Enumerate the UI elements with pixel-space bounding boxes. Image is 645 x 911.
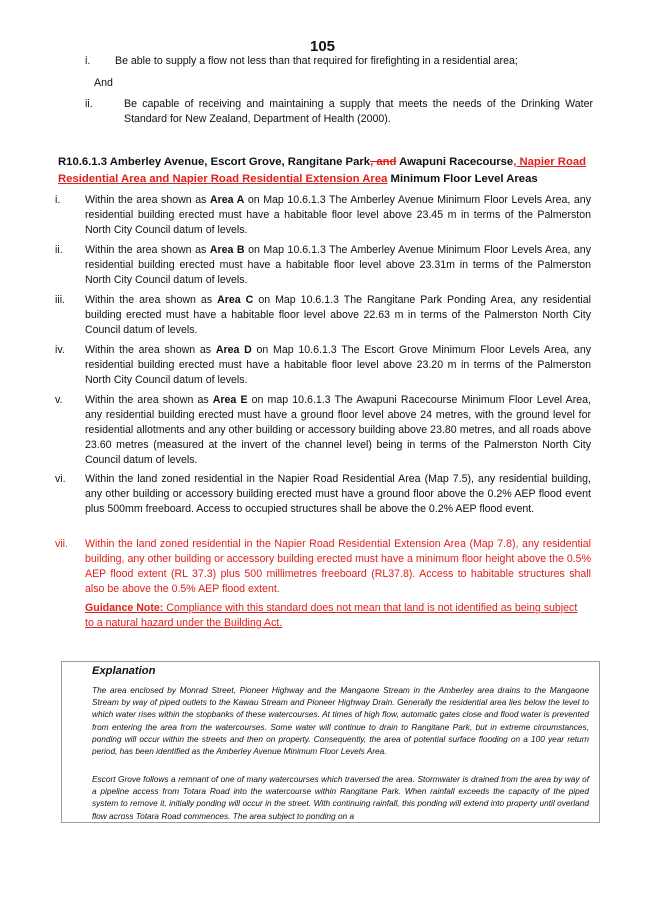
area-label: Area B	[209, 244, 245, 256]
rule-number: vii.	[55, 538, 68, 550]
rule-number: vi.	[55, 473, 66, 485]
rule-text: Within the area shown as Area B on Map 10.6.1.3 The Amberley Avenue Minimum Floor Levels Area, any residential building erected must have a habitable floor level above 23.31m in terms of the Palmerston North City Council datum of levels.	[85, 244, 591, 286]
intro-item-i	[85, 54, 605, 70]
area-label: Area A	[209, 194, 245, 206]
heading-inserted-text: , Napier Road Residential Area and Napier Road Residential Extension Area	[58, 156, 587, 185]
rule-item-vi	[55, 472, 591, 532]
rule-number: iv.	[55, 344, 65, 356]
rule-item-v	[55, 393, 591, 469]
area-label: Area E	[212, 394, 248, 406]
guidance-label: Guidance Note:	[85, 602, 164, 614]
heading-part-3: Minimum Floor Level Areas	[387, 173, 538, 185]
rule-text: Within the land zoned residential in the Napier Road Residential Extension Area (Map 7.8), any residential building, any other building or accessory building erected must have a minimum floor height above the 0.5% AEP flood extent (RL 37.3) plus 500 millimetres freeboard (RL37.8). Access to habitable structures shall also be above the 0.5% AEP flood extent.	[85, 538, 591, 595]
rule-text: Within the land zoned residential in the Napier Road Residential Area (Map 7.5), any residential building, any other building or accessory building erected must have a ground floor above the 0.2% AEP flood event plus 500mm freeboard. Access to occupied structures shall be above the 0.2% AEP flood event.	[85, 473, 591, 515]
rule-item-iv	[55, 343, 591, 389]
area-label: Area C	[217, 294, 254, 306]
explanation-paragraph-1: The area enclosed by Monrad Street, Pioneer Highway and the Mangaone Stream in the Amberley area drains to the Mangaone Stream by way of piped outlets to the Kawau Stream and Pioneer Highway Drain. Generally the residential area lies below the level to which water rises within the stopbanks of these watercourses. At times of high flow, automatic gates close and flood water is prevented from entering the area from the watercourses. Some water will continue to drain to Rangitane Park, but in extreme circumstances, ponding will occur within the streets and then on property. Consequently, the area of potential surface flooding on a 100 year return period, has been identified as the Amberley Avenue Minimum Floor Levels Area.	[92, 685, 589, 757]
item-number: ii.	[85, 98, 93, 110]
explanation-title: Explanation	[92, 665, 156, 677]
area-label: Area D	[215, 344, 252, 356]
item-text: Be able to supply a flow not less than that required for firefighting in a residential area;	[115, 55, 518, 67]
rule-number: i.	[55, 194, 61, 206]
intro-and: And	[94, 77, 113, 89]
guidance-note	[85, 601, 585, 633]
rule-number: ii.	[55, 244, 63, 256]
rule-number: v.	[55, 394, 63, 406]
rule-text: Within the area shown as Area D on Map 10.6.1.3 The Escort Grove Minimum Floor Levels Area, any residential building erected must have a habitable floor level above 23.20 m in terms of the Palmerston North City Council datum of levels.	[85, 344, 592, 386]
guidance-text: Compliance with this standard does not mean that land is not identified as being subject to a natural hazard under the Building Act.	[85, 602, 578, 629]
rule-item-vii	[55, 537, 591, 599]
rule-text: Within the area shown as Area E on map 10.6.1.3 The Awapuni Racecourse Minimum Floor Level Area, any residential building erected must have a ground floor level above 24 metres, with the ground level for residential allotments and any other building or accessory building above 23.80 metres, and all roads above 23.60 metres (measured at the invert of the channel level) being in terms of the Palmerston North City Council datum of levels.	[85, 394, 591, 466]
rule-item-ii	[55, 243, 591, 289]
heading-deleted-text: , and	[370, 156, 397, 168]
intro-item-ii	[85, 97, 593, 129]
rule-item-i	[55, 193, 591, 239]
item-text: Be capable of receiving and maintaining a supply that meets the needs of the Drinking Water Standard for New Zealand, Department of Health (2000).	[124, 98, 593, 125]
item-number: i.	[85, 55, 91, 67]
heading-part-1: R10.6.1.3 Amberley Avenue, Escort Grove, Rangitane Park	[58, 156, 371, 168]
section-heading	[58, 154, 598, 188]
explanation-box	[61, 661, 600, 823]
rule-item-iii	[55, 293, 591, 339]
rule-text: Within the area shown as Area A on Map 10.6.1.3 The Amberley Avenue Minimum Floor Levels Area, any residential building erected must have a habitable floor level above 23.45 m in terms of the Palmerston North City Council datum of levels.	[85, 194, 591, 236]
rule-text: Within the area shown as Area C on Map 10.6.1.3 The Rangitane Park Ponding Area, any residential building erected must have a habitable floor level above 22.63 m in terms of the Palmerston North City Council datum of levels.	[85, 294, 592, 336]
rule-number: iii.	[55, 294, 66, 306]
heading-part-2: Awapuni Racecourse	[396, 156, 514, 168]
explanation-paragraph-2: Escort Grove follows a remnant of one of many watercourses which traversed the area. Stormwater is drained from the area by way of a pipeline access from Totara Road into the watercourse within Rangitane Park. When rainfall exceeds the capacity of the piped system to remove it, initially ponding will occur in the street. With continuing rainfall, this ponding will extend into property until overland flow across Totara Road commences. The area subject to ponding on a	[92, 774, 589, 821]
page-number: 105	[309, 38, 336, 55]
